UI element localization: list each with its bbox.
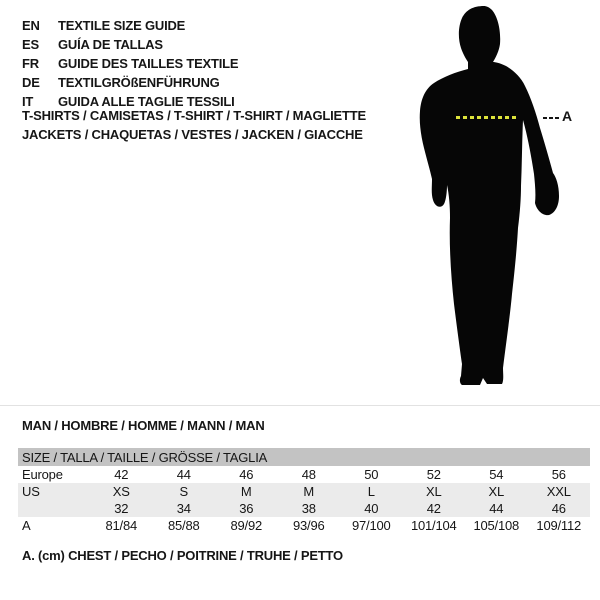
- cell: 42: [403, 500, 466, 517]
- cell: S: [153, 483, 216, 500]
- category-jackets: JACKETS / CHAQUETAS / VESTES / JACKEN / GIACCHE: [22, 126, 363, 142]
- size-table-header-row: [18, 448, 590, 466]
- language-code: ES: [22, 37, 39, 52]
- cell: 101/104: [410, 518, 457, 533]
- measurement-footnote: A. (cm) CHEST / PECHO / POITRINE / TRUHE / PETTO: [22, 548, 343, 563]
- language-row-fr: [22, 54, 238, 73]
- cell: 93/96: [292, 518, 325, 533]
- language-label: GUIDE DES TAILLES TEXTILE: [58, 56, 239, 71]
- cell: 38: [278, 500, 341, 517]
- measure-label-a: A: [562, 108, 572, 124]
- cell: 34: [153, 500, 216, 517]
- cell: 89/92: [230, 518, 263, 533]
- table-row-us: [18, 483, 590, 500]
- cell: 32: [90, 500, 153, 517]
- cell: 109/112: [536, 518, 582, 533]
- cell: 44: [176, 467, 191, 482]
- language-list: [22, 16, 238, 111]
- cell: M: [278, 483, 341, 500]
- cell: 56: [551, 467, 566, 482]
- size-table-header: SIZE / TALLA / TAILLE / GRÖSSE / TAGLIA: [18, 448, 590, 466]
- row-label: A: [22, 518, 31, 533]
- language-label: GUÍA DE TALLAS: [58, 37, 163, 52]
- language-code: FR: [22, 56, 39, 71]
- cell: 81/84: [105, 518, 138, 533]
- table-row-numeric: [18, 500, 590, 517]
- cell: L: [340, 483, 403, 500]
- cell: 48: [301, 467, 316, 482]
- language-row-de: [22, 73, 238, 92]
- language-row-es: [22, 35, 238, 54]
- cell: 40: [340, 500, 403, 517]
- language-code: DE: [22, 75, 40, 90]
- cell: 85/88: [167, 518, 200, 533]
- table-row-europe: [18, 466, 590, 483]
- category-tshirts: T-SHIRTS / CAMISETAS / T-SHIRT / T-SHIRT / MAGLIETTE: [22, 108, 366, 123]
- cell: 46: [528, 500, 591, 517]
- language-label: TEXTILGRÖßENFÜHRUNG: [58, 75, 220, 90]
- cell: 105/108: [473, 518, 520, 533]
- section-title: MAN / HOMBRE / HOMME / MANN / MAN: [22, 418, 265, 433]
- cell: 54: [489, 467, 504, 482]
- language-row-en: [22, 16, 238, 35]
- cell: 36: [215, 500, 278, 517]
- chest-measurement-dashes-icon: [456, 116, 517, 119]
- category-lines: [22, 107, 366, 144]
- cell: 50: [364, 467, 379, 482]
- cell: 52: [426, 467, 441, 482]
- man-silhouette: [416, 6, 564, 388]
- language-code: IT: [22, 94, 34, 109]
- cell: M: [215, 483, 278, 500]
- section-divider: [0, 405, 600, 406]
- cell: 44: [465, 500, 528, 517]
- cell: XS: [90, 483, 153, 500]
- size-table: [18, 448, 590, 534]
- cell: 46: [239, 467, 254, 482]
- measure-leader-dashes-icon: [543, 117, 560, 119]
- language-label: GUIDA ALLE TAGLIE TESSILI: [58, 94, 235, 109]
- cell: XXL: [528, 483, 591, 500]
- language-code: EN: [22, 18, 40, 33]
- row-label: [18, 500, 90, 517]
- cell: XL: [403, 483, 466, 500]
- table-row-chest-a: [18, 517, 590, 534]
- cell: XL: [465, 483, 528, 500]
- cell: 97/100: [351, 518, 391, 533]
- cell: 42: [114, 467, 129, 482]
- language-label: TEXTILE SIZE GUIDE: [58, 18, 186, 33]
- row-label: US: [18, 483, 90, 500]
- row-label: Europe: [22, 467, 63, 482]
